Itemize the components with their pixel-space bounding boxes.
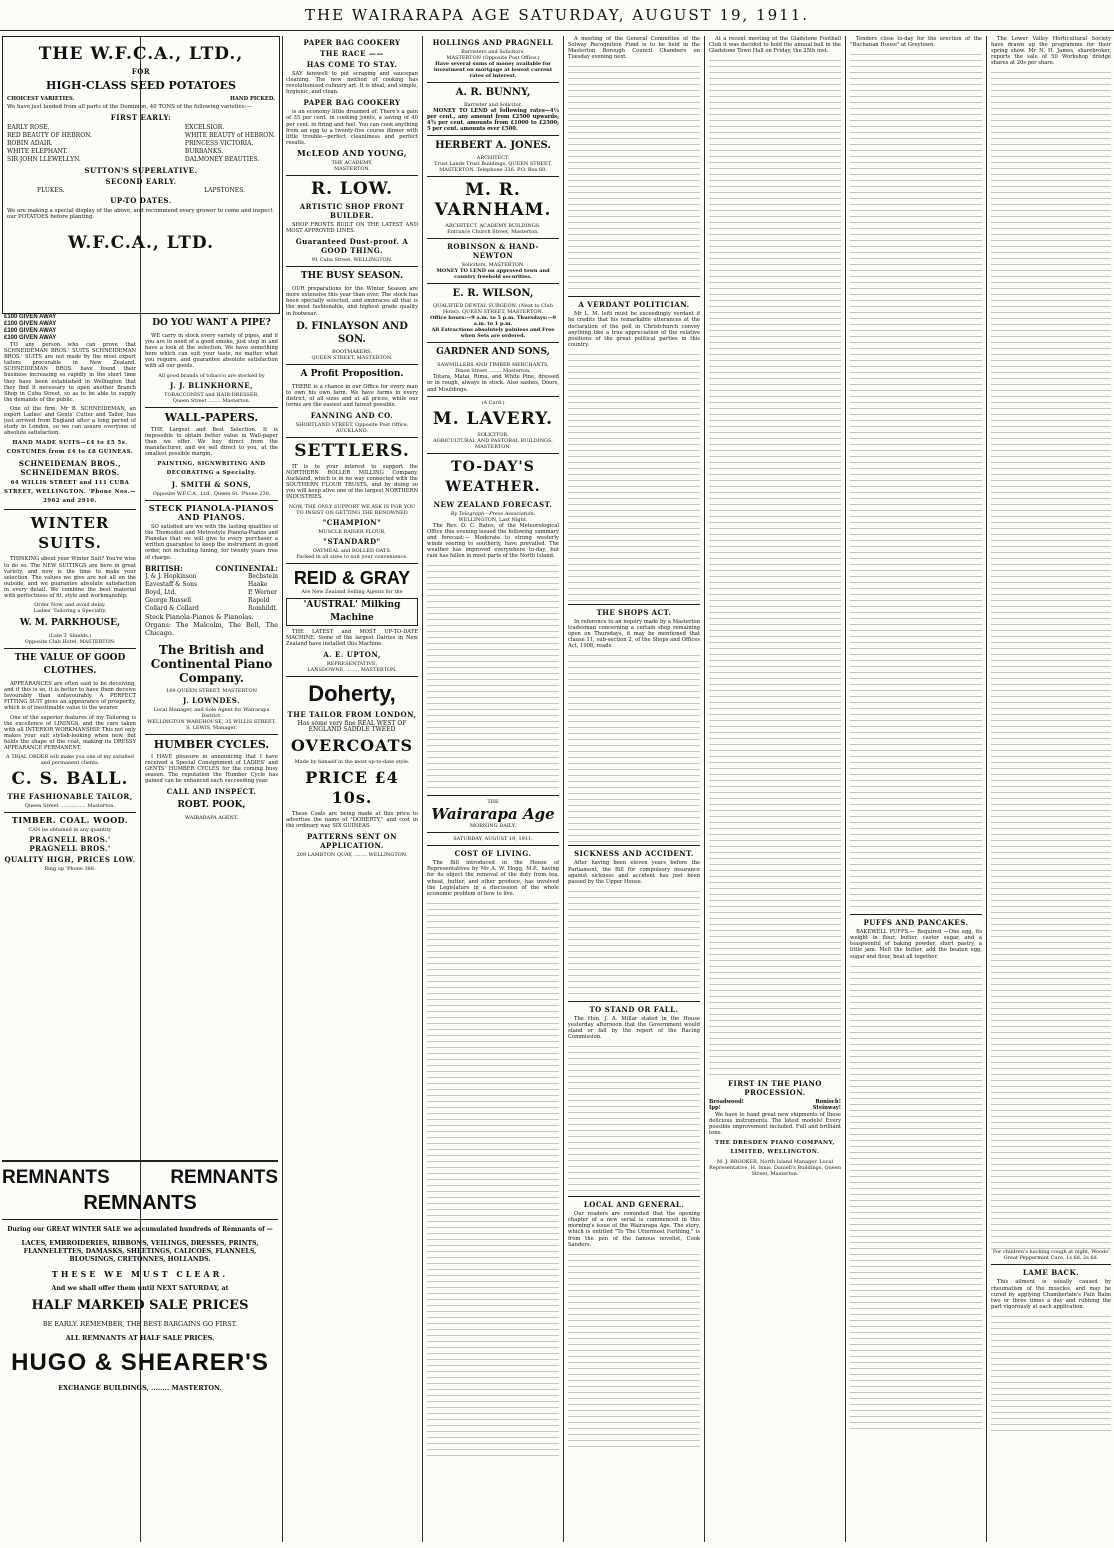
gardner-text: Totara, Matai, Rimu, and White Pine, dressed or in rough, always in stock. Also sashes, Doors, and Mouldings. [427, 374, 559, 393]
piano-ipp: Ipp! [709, 1105, 721, 1112]
all-remnants: ALL REMNANTS AT HALF SALE PRICES. [65, 1333, 215, 1342]
reid-sub: Are New Zealand Selling Agents for the [301, 588, 403, 595]
column-5 [568, 36, 700, 1542]
value-more: One of the superior features of my Tailoring is the excellence of LININGS, and the care taken with all INTERIOR WORKMANSHIP. This not only makes your suit stylish-looking when new, but holds the shape of the coat, making its DRESSY APPEARANCE PERMANENT. [4, 714, 136, 751]
packed: Packed in all sizes to suit your convenience. [296, 553, 408, 560]
dresden-agent: M. J. BROOKER, North Island Manager. Local Representative, H. Innis. Daniell's Buildings, Queen Street, Masterton. [709, 1159, 841, 1178]
winter-text: THINKING about your Winter Suit? You're wise to do so. The NEW SUITINGS are here in great variety, and now is the time to make your selection. The values we give are not all on the outside, and we guarantee absolute satisfaction in every detail. We combine the best material with perfectness of fit, style and workmanship. [4, 556, 136, 599]
parkhouse-address: Opposite Club Hotel, MASTERTON. [24, 639, 116, 646]
mcleod: McLEOD AND YOUNG, [296, 147, 408, 158]
settlers-now: NOW, THE ONLY SUPPORT WE ASK IS FOR YOU TO INSIST ON GETTING THE RENOWNED [288, 503, 416, 516]
pook-sub: WAIRARAPA AGENT. [184, 815, 239, 822]
masthead: THE WAIRARAPA AGE SATURDAY, AUGUST 19, 1911. [0, 0, 1114, 31]
wilson-hours: Office hours:—9 a.m. to 5 p.m. Thursdays:—9 a.m. to 1 p.m. [429, 315, 557, 328]
sickness-body-text [568, 888, 700, 998]
exchange-buildings: EXCHANGE BUILDINGS, ........ MASTERTON. [58, 1383, 222, 1392]
hugo-shearer: HUGO & SHEARER'S [11, 1348, 269, 1376]
schneideman-price: HAND MADE SUITS—£4 to £5 5s. COSTUMES from £4 to £8 GUINEAS. [6, 440, 134, 456]
list-item: DALMONEY BEAUTIES. [184, 155, 260, 163]
wfca-list-left [7, 124, 92, 164]
local-title: LOCAL AND GENERAL. [583, 1200, 685, 1210]
finlayson-sub: BOOTMAKERS, [331, 348, 373, 355]
british-label: BRITISH: [145, 563, 183, 573]
busy-text: OUR preparations for the Winter Season are more extensive this year than ever. The stock has been specially selected, and embraces all that is the most fashionable, and highest grade quality in footwear. [286, 286, 418, 317]
list-item: P. Werner [247, 588, 277, 596]
wfca-close: We are making a special display of the above, and recommend every grower to come and inspect our POTATOES before planting. [7, 207, 273, 221]
schneideman-address: 64 WILLIS STREET and 111 CUBA STREET, WELLINGTON. 'Phone Nos.—2962 and 2910. [4, 480, 136, 505]
ring: Ring up 'Phone 386. [44, 866, 96, 873]
local-body-text [568, 1251, 700, 1451]
robinson-text: MONEY TO LEND on approved town and country freehold securities. [436, 268, 550, 281]
jones-address: Trust Lands Trust Buildings, QUEEN STREET, MASTERTON. Telephone 336. P.O. Box 60. [434, 161, 552, 174]
ball-subtitle: THE FASHIONABLE TAILOR, [7, 792, 133, 802]
wfca-list-right [185, 124, 275, 164]
continental-list [248, 573, 278, 613]
piano-text: We have to hand great new shipments of these delicious instruments. The latest models! Every possible improvement included. Full and brilliant tone. [709, 1111, 841, 1136]
gardner-sub: SAWMILLERS AND TIMBER MERCHANTS, [437, 362, 549, 369]
timber-text: CAN be obtained in any quantity [28, 827, 112, 834]
continental-label: CONTINENTAL: [215, 563, 278, 573]
bcp-title: The British and Continental Piano Company. [150, 642, 273, 685]
doherty-text: Has some very fine REAL WEST OF ENGLAND SADDLE TWEED [297, 719, 407, 733]
remnants-advertisement [2, 1160, 278, 1546]
column-7 [850, 36, 982, 1542]
varnham-sub: ARCHITECT, ACADEMY BUILDINGS. [445, 223, 541, 230]
schneideman-sign: SCHNEIDEMAN BROS., SCHNEIDEMAN BROS. [18, 459, 122, 478]
lowndes: J. LOWNDES. [182, 695, 241, 705]
column-rule [563, 36, 564, 1542]
early: BE EARLY. REMEMBER, THE BEST BARGAINS GO FIRST. [42, 1319, 238, 1328]
lewis: S. LEWIS, Manager. [186, 724, 237, 731]
lame-text: This ailment is usually caused by rheumatism of the muscles, and may be cured by applying Chamberlain's Pain Balm two or three times a day and rubbing the part vigorously at each application. [991, 1279, 1111, 1310]
col7-body-text [850, 51, 982, 911]
steck-title: STECK PIANOLA-PIANOS AND PIANOS. [148, 503, 275, 523]
wfca-first: FIRST EARLY: [110, 112, 172, 122]
stand-text: The Hon. J. A. Millar stated in the House yesterday afternoon that the Government would stand or fall by the report of the Racing Commission. [568, 1015, 700, 1041]
fanning: FANNING AND CO. [310, 410, 394, 420]
pipe-note: All good brands of tobacco are stocked by [158, 372, 265, 379]
wilson: E. R. WILSON, [452, 288, 534, 300]
parkhouse: W. M. PARKHOUSE, [19, 618, 121, 629]
wfca-subtitle: HIGH-CLASS SEED POTATOES [46, 79, 236, 92]
overcoats-sub: Made by himself in the most up-to-date style. [294, 758, 410, 765]
list-item: Collard & Collard [145, 604, 199, 612]
value-title: THE VALUE OF GOOD CLOTHES. [14, 653, 126, 677]
champion: "CHAMPION" [322, 517, 382, 527]
lowndes-sub: Local Manager, and Sole Agent for Wairarapa District. [153, 706, 270, 719]
patterns: PATTERNS SENT ON APPLICATION. [307, 832, 397, 851]
age-the: THE [487, 799, 499, 806]
bunny-sub: Barrister and Solicitor. [463, 102, 523, 108]
humber-title: HUMBER CYCLES. [153, 737, 270, 751]
wfca-for: FOR [131, 67, 151, 76]
varnham-address: Entrance Church Street, Masterton. [447, 229, 539, 236]
half-marked: HALF MARKED SALE PRICES [31, 1297, 249, 1313]
lavery-text: AGRICULTURAL AND PASTORAL BUILDINGS. MASTERTON. [433, 437, 553, 450]
hollings-address: MASTERTON (Opposite Post Office.) [446, 55, 540, 61]
bunny: A. R. BUNNY, [455, 87, 531, 98]
wfca-uptodates: UP-TO DATES. [110, 195, 172, 205]
remnants-1: REMNANTS [2, 1167, 110, 1188]
pipe-title: DO YOU WANT A PIPE? [152, 318, 271, 328]
sale-text: During our GREAT WINTER SALE we accumulated hundreds of Remnants of — [7, 1226, 273, 1233]
list-item: WHITE BEAUTY of HEBRON. [184, 131, 275, 139]
smith: J. SMITH & SONS, [171, 480, 252, 490]
col7-intro: Tenders close to-day for the erection of the "Buchanan House" at Greytown. [850, 36, 982, 49]
rlow-title: R. LOW. [310, 178, 394, 199]
mcleod-address: MASTERTON. [334, 165, 370, 172]
sickness-title: SICKNESS AND ACCIDENT. [574, 849, 694, 859]
column-rule [282, 36, 283, 1542]
stand-body-text [568, 1043, 700, 1193]
winter-suits-title: WINTER SUITS. [30, 514, 110, 553]
wfca-second: SECOND EARLY. [105, 176, 177, 186]
mcleod-sub: THE ACADEMY, [331, 159, 373, 166]
col6-body-text [709, 57, 841, 1077]
value-text: APPEARANCES are often said to be deceiving, and if this is so, it is better to have them deceive favourably than unfavourably. A PERFECT FITTING SUIT gives an appearance of prosperity, which is of inestimable value to the wearer. [4, 681, 136, 712]
smith-address: Opposite W.F.C.A., Ltd., Queen St. 'Phone 230. [152, 491, 271, 498]
finlayson-address: QUEEN STREET, MASTERTON. [311, 354, 393, 361]
lavery-sub: SOLICITOR. [477, 431, 509, 438]
list-item: BURBANKS. [184, 147, 224, 155]
wfca-title: THE W.F.C.A., LTD., [38, 44, 244, 64]
lame-body-text [991, 1313, 1111, 1433]
weather-by: By Telegraph—Press Association. [450, 510, 536, 517]
ball-address: Queen Street ................ Masterton. [24, 803, 116, 810]
humber-call: CALL AND INSPECT. [166, 787, 257, 797]
shops-text: In reference to an inquiry made by a Masterton tradesman concerning a certain shop remaining open on Thursdays, it may be mentioned that clause 11, sub-section 2, of the Shops and Offices Act, 1908, reads. [568, 618, 700, 650]
list-item: PRINCESS VICTORIA. [184, 139, 254, 147]
standard-sub: OATMEAL and ROLLED OATS. [312, 547, 392, 554]
paperbag-text: SAY farewell to pot scraping and saucepan cleaning. The new method of cooking has revolutionised culinary art. It is ideal, and simple, hygienic, and clean. [286, 71, 418, 96]
list-item: George Russell [145, 596, 192, 604]
list-item: WHITE ELEPHANT. [7, 147, 68, 155]
hollings-sub: Barristers and Solicitors, [461, 49, 525, 55]
blinkhorne-address: Queen Street ........ Masterton. [172, 397, 251, 404]
price: PRICE £4 10s. [305, 767, 399, 807]
lavery: M. LAVERY. [432, 408, 554, 429]
paperbag-head2: PAPER BAG COOKERY [303, 98, 401, 108]
overcoats-title: OVERCOATS [290, 735, 414, 755]
lame-title: LAME BACK. [1022, 1268, 1080, 1278]
wfca-choice: CHOICEST VARIETIES. [7, 96, 75, 102]
weather-title: TO-DAY'S WEATHER. [445, 458, 541, 495]
upton-address: LANSDOWNE, ........ MASTERTON. [307, 666, 397, 673]
col8-intro: The Lower Valley Horticultural Society have drawn up the programme for their spring show. Mr N. H. James, sharebroker, reports the sale of 50 Workshop dredge shares at 20s per share. [991, 36, 1111, 67]
wfca-hand: HAND PICKED. [229, 96, 275, 102]
politician-title: A VERDANT POLITICIAN. [578, 300, 690, 310]
remnants-3: REMNANTS [83, 1192, 197, 1214]
blinkhorne-sub: TOBACCONIST and HAIR-DRESSER, [164, 391, 259, 398]
parkhouse-late: (Late T. Shields.) [48, 633, 92, 640]
puffs-text: BAKEWELL PUFFS.— Required —One egg, its weight in flour, butter, castor sugar, and a teaspoonful of baking powder, short pastry, a little jam. Melt the butter, add the beaten egg, sugar and flour, beat all together. [850, 929, 982, 960]
gardner-address: Dixon Street ........ Masterton. [455, 368, 531, 375]
varnham: M. R. VARNHAM. [434, 180, 552, 221]
age-sub: MORNING DAILY. [469, 823, 517, 830]
ball-title: C. S. BALL. [11, 769, 129, 790]
list-item: ROBIN ADAIR. [7, 139, 53, 147]
list-item: Boyd, Ltd. [145, 588, 177, 596]
lambton: 209 LAMBTON QUAY, ........ WELLINGTON. [296, 852, 408, 859]
rlow-guarantee: Guaranteed Dust-proof. A GOOD THING. [295, 237, 409, 256]
pook: ROBT. POOK, [177, 800, 246, 811]
steck-pianola: Steck Pianola-Pianos & Pianolas. [145, 612, 254, 621]
fanning-address: SHORTLAND STREET, Opposite Post Office, AUCKLAND. [295, 421, 409, 434]
steck-text: SO satisfied are we with the lasting qualities of the Themodist and Metrostyle Pianola-Pianos and Pianolas that we will give to every purchaser a written guarantee to keep the instrument in good order, not including tuning, for twenty years free of charge. [145, 524, 278, 561]
weather-place: WELLINGTON, Last Night. [458, 516, 528, 523]
profit-text: THERE is a chance in our Office for every man to own his own farm. We have farms in every district, of all sizes and at all prices, while our terms are the easiest and fairest possible. [286, 383, 418, 408]
austral-title: 'AUSTRAL' Milking Machine [286, 598, 418, 626]
wallpapers-text: THE Largest and Best Selection. It is impossible to obtain better value in Wall-paper than we offer. We buy direct from the manufacturer, and we sell direct to you, at the smallest possible margin. [145, 426, 278, 457]
race: THE RACE —— [320, 49, 384, 58]
column-rule [986, 36, 987, 1542]
col5-body-text [568, 63, 700, 293]
settlers-title: SETTLERS. [294, 440, 410, 461]
bcp-address: 169 QUEEN STREET, MASTERTON [166, 687, 257, 694]
shops-title: THE SHOPS ACT. [596, 607, 672, 617]
piano-ronisch: Ronisch! [815, 1099, 841, 1106]
col6-intro: At a recent meeting of the Gladstone Football Club it was decided to hold the annual ball in the Gladstone Town Hall on Friday, the 25th inst. [709, 36, 841, 55]
doherty-title: Doherty, [308, 680, 396, 706]
price-text: These Coats are being made at this price to advertise the name of "DOHERTY," and cost in the ordinary way SIX GUINEAS. [286, 810, 418, 829]
wallpapers-title: WALL-PAPERS. [164, 410, 259, 424]
sickness-text: After having been eleven years before the Parliament, the Bill for compulsory insurance against sickness and accident has just been passed by the Upper House. [568, 860, 700, 885]
wallpapers-services: PAINTING, SIGNWRITING AND DECORATING a Specialty. [157, 461, 266, 477]
jones-sub: ARCHITECT. [476, 155, 510, 162]
schneideman-note: One of the firm, Mr B. SCHNEIDEMAN, an expert Ladies' and Gents' Cutter and Tailor, has just arrived from England after a long period of study in London, so we can assure everyone of absolute satisfaction. [4, 405, 136, 437]
trial-order: A TRIAL ORDER will make you one of my satisfied and permanent clients. [6, 754, 134, 767]
blinkhorne: J. J. BLINKHORNE, [169, 380, 254, 390]
weather-body-text [427, 562, 559, 792]
champion-sub: MUSCLE RAISER FLOUR, [318, 528, 386, 535]
list-item: Bechstein [247, 572, 278, 580]
local-text: Our readers are reminded that the opening chapter of a new serial is commenced in this morning's issue of the Wairarapa Age. The story, which is entitled "To The Uttermost Farthing," is from the pen of the famous novelist, Cook Sanders. [568, 1211, 700, 1248]
profit-title: A Profit Proposition. [300, 368, 404, 379]
list-item: EXCELSIOR. [184, 123, 225, 131]
paperbag-text2: is an economy little dreamed of. There's a gain of 35 per cent. in cooking joints, a saving of 40 per cent. in firing and fuel. You can cook anything from an egg to a twenty-five course dinner with little trouble—perfect cleanliness and perfect results. [286, 109, 418, 146]
winter-order: Order Now, and avoid delay. [34, 602, 106, 609]
humber-text: I HAVE pleasure in announcing that I have received a Special Consignment of LADIES' and GENTS' HUMBER CYCLES for the coming busy season. The reputation the Humber Cycle has gained can be enhanced each succeeding year. [145, 753, 278, 784]
reid-gray-title: REID & GRAY [293, 567, 411, 588]
rlow-sub: ARTISTIC SHOP FRONT BUILDER. [299, 201, 405, 220]
upton-sub: REPRESENTATIVE, [326, 660, 378, 667]
standard: "STANDARD" [323, 536, 381, 546]
reward-line: £100 GIVEN AWAY [4, 314, 57, 320]
piano-steinway: Steinway! [812, 1105, 841, 1112]
wfca-sutton: SUTTON'S SUPERLATIVE. [84, 165, 198, 175]
pipe-text: WE carry in stock every variety of pipes, and if you are in need of a good smoke, just step in and have a look at the selection. We have something here which can suit your taste, no matter what you require, and guarantee absolute satisfaction with all our goods. [145, 333, 278, 370]
hollings: HOLLINGS AND PRAGNELL [432, 38, 554, 47]
upton: A. E. UPTON, [323, 649, 381, 659]
stand-title: TO STAND OR FALL. [589, 1004, 679, 1014]
list-item: Haake [247, 580, 268, 588]
dresden: THE DRESDEN PIANO COMPANY, LIMITED, WELLINGTON. [715, 1140, 835, 1156]
gardner: GARDNER AND SONS, [436, 347, 550, 358]
timber-title: TIMBER. COAL. WOOD. [11, 815, 129, 826]
puffs-title: PUFFS AND PANCAKES. [863, 918, 969, 928]
offer: And we shall offer them until NEXT SATURDAY, at [51, 1284, 229, 1292]
living-body-text [427, 900, 559, 1460]
weather-sub: NEW ZEALAND FORECAST. [433, 499, 553, 509]
weather-text: The Rev. D. C. Bates, of the Meteorological Office this evening issued the following summary and forecast:— Moderate to strong westerly winds veering to southerly, have prevailed. The weather has improved everywhere to-day, but rain has fallen in most parts of the North Island. [427, 522, 559, 560]
wfca-flukes: FLUKES. [37, 186, 65, 194]
wilson-note: All Extractions absolutely painless and Free when Sets are ordered. [431, 327, 555, 340]
rlow-text: SHOP FRONTS BUILT ON THE LATEST AND MOST APPROVED LINES. [286, 221, 418, 235]
column-4 [427, 36, 559, 1542]
living-title: COST OF LIVING. [454, 849, 532, 859]
column-3 [286, 36, 418, 1542]
rlow-address: 91 Cuba Street, WELLINGTON. [311, 257, 393, 264]
column-6 [709, 36, 841, 1542]
austral-text: THE LATEST and MOST UP-TO-DATE MACHINE. Some of the largest Dairies in New Zealand have installed this Machine. [286, 628, 418, 647]
list-item: Rapold [247, 596, 270, 604]
col5-intro: A meeting of the General Committee of the Solway Recognition Fund is to be held in the Masterton Borough Council Chambers on Tuesday evening next. [568, 36, 700, 61]
robinson-sub: Solicitors, MASTERTON. [461, 262, 525, 269]
wfca-signature: W.F.C.A., LTD. [67, 232, 214, 253]
column-rule [845, 36, 846, 1542]
organs: Organs: The Malcolm, The Bell, The Chicago. [145, 620, 278, 637]
british-list [145, 573, 199, 613]
paperbag-title: PAPER BAG COOKERY [303, 38, 401, 47]
col8-cough: For children's hacking cough at night, Woods' Great Peppermint Cure, 1s 6d, 2s 6d. [992, 1249, 1110, 1262]
age-title: Wairarapa Age [431, 805, 555, 824]
lavery-card: (A Card.) [481, 399, 505, 406]
wellington-warehouse: WELLINGTON WAREHOUSE, 35 WILLIS STREET, [147, 718, 276, 725]
winter-ladies: Ladies' Tailoring a Specialty. [33, 608, 107, 615]
reward-line: £100 GIVEN AWAY [4, 321, 57, 327]
column-rule [704, 36, 705, 1542]
list-item: EARLY ROSE. [7, 123, 50, 131]
living-text: The Bill introduced in the House of Representatives by Mr A. W. Hogg, M.P., having for its object the removal of the duty from tea, wheat, butter, and other produce, has involved the Legislature in a discussion of the whole economic problem of how to live. [427, 860, 559, 897]
list-item: SIR JOHN LLEWELLYN. [7, 155, 81, 163]
doherty-sub: THE TAILOR FROM LONDON, [287, 709, 417, 719]
politician-body-text [568, 351, 700, 601]
shops-body-text [568, 652, 700, 842]
col8-body-text [991, 69, 1111, 1249]
busy-title: THE BUSY SEASON. [300, 271, 404, 282]
sale-items: LACES, EMBROIDERIES, RIBBONS, VEILINGS, DRESSES, PRINTS, FLANNELETTES, DAMASKS, SHEETINGS, CALICOES, FLANNELS, BLOUSINGS, CRETONNES, HOLLANDS. [21, 1239, 259, 1263]
reward-line: £100 GIVEN AWAY [4, 335, 57, 341]
wfca-intro: We have just landed from all parts of the Dominion, 40 TONS of the following varieties:— [7, 104, 252, 111]
reward-text: TO any person who can prove that SCHNEIDEMAN BROS.' SUITS SCHNEIDEMAN BROS.' SUITS are not made by the most expert tailors procurable in New Zealand. SCHNEIDEMAN BROS. have found their business increasing so rapidly in the short time they have been established in Wellington that they find it necessary to open another Branch Shop in Cuba Street, so as to be able to supply the demands of the public. [4, 342, 136, 403]
finlayson: D. FINLAYSON AND SON. [296, 320, 408, 345]
settlers-text: IT is to your interest to support the NORTHERN ROLLER MILLING Company, Auckland, which is in no way connected with the SOUTHERN FLOUR TRUSTS, and by doing so you will keep alive one of the largest NORTHERN INDUSTRIES. [286, 463, 418, 501]
list-item: RED BEAUTY OF HEBRON. [7, 131, 92, 139]
puffs-body-text [850, 963, 982, 1433]
robinson: ROBINSON & HAND-NEWTON [447, 242, 539, 261]
reward-line: £100 GIVEN AWAY [4, 328, 57, 334]
wilson-sub: QUALIFIED DENTAL SURGEON. (Next to Club Hotel). QUEEN STREET, MASTERTON. [433, 303, 553, 316]
list-item: Romhildt. [247, 604, 278, 612]
pragnell: PRAGNELL BROS.' PRAGNELL BROS.' [29, 835, 111, 854]
bunny-text: MONEY TO LEND at following rates—4½ per cent., any amount from £2500 upwards; 4¾ per cent. amounts from £1000 to £2500; 5 per cent. amounts over £500. [427, 108, 559, 133]
clear: THESE WE MUST CLEAR. [51, 1268, 229, 1279]
wfca-advertisement [2, 36, 280, 314]
jones: HERBERT A. JONES. [435, 140, 551, 152]
column-rule [422, 36, 423, 1542]
column-8 [991, 36, 1111, 1542]
age-date: SATURDAY, AUGUST 19, 1911. [453, 836, 533, 843]
quality: QUALITY HIGH, PRICES LOW. [4, 855, 136, 865]
column-2 [145, 314, 278, 904]
hollings-text: Have several sums of money available for investment on mortgage at lowest current rates of interest. [433, 61, 553, 79]
come-to-stay: HAS COME TO STAY. [306, 60, 398, 69]
list-item: J. & J. Hopkinson [145, 572, 197, 580]
wfca-lapstones: LAPSTONES. [204, 186, 245, 194]
piano-title: FIRST IN THE PIANO PROCESSION. [728, 1079, 822, 1098]
remnants-2: REMNANTS [170, 1167, 278, 1188]
list-item: Eavestaff & Sons [145, 580, 198, 588]
politician-text: Mr L. M. Isitt must be exceedingly verdant if he credits that his remarkable utterances at the declaration of the poll in Christchurch convey anything like a true appreciation of the relative positions of the great political parties in this country. [568, 311, 700, 348]
piano-broadwood: Broadwood! [709, 1099, 744, 1106]
column-1 [4, 314, 136, 904]
